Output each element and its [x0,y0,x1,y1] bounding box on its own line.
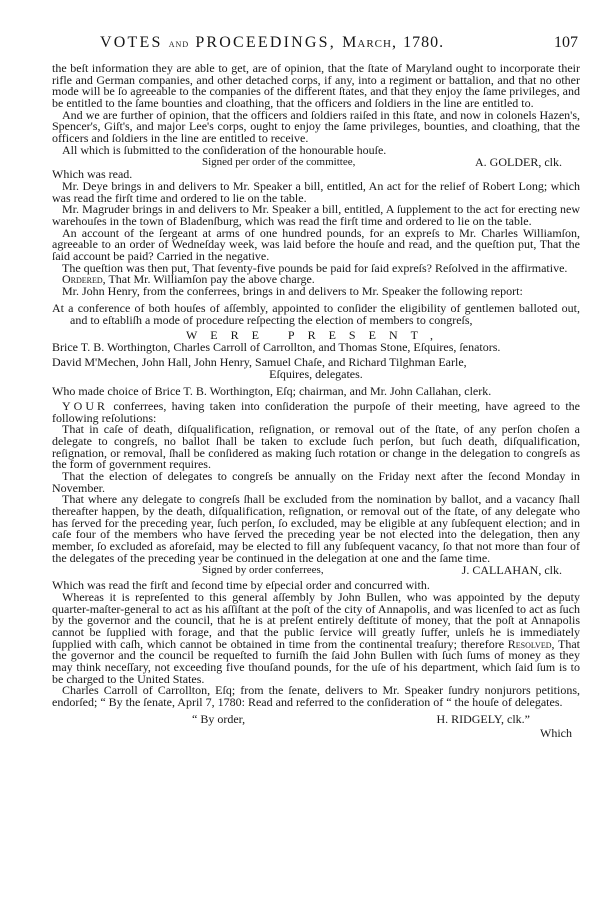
committee-signature [52,157,580,169]
signature-line: “ By order, [192,712,246,727]
resolved-text: That the governor and the council be requeſted to furniſh the ſaid John Bullen with ſuch ſums of money as they may think neceſſary, not exceeding five thouſand pounds, for the uſe of his department, which ſaid ſum is to be charged to the United States. [52,636,580,686]
paragraph: Which was read the firſt and ſecond time by eſpecial order and concurred with. [52,578,430,593]
were-present-heading: WERE PRESENT, [185,327,447,342]
paragraph: Charles Carroll of Carrollton, Eſq; from the ſenate, delivers to Mr. Speaker ſundry nonjurors petitions, endorſed; “ By the ſenate, April 7, 1780: Read and referred to the conſideration of “ the houſe of delegates. [52,683,580,709]
paragraph [52,589,580,686]
title-month: March, [342,34,397,51]
resolution: That in caſe of death, diſqualification, reſignation, or removal out of the ſtate, of any perſon choſen a delegate to congreſs, no ballot ſhall be taken to exclude ſuch perſon, but ſuch death, diſqualification, reſignation, or removal, ſhall be conſidered as making ſuch rotation or change in the delegation to congreſs as the form of government requires. [52,422,580,472]
paragraph: the beſt information they are able to get, are of opinion, that the ſtate of Maryland ought to incorporate their rifle and German companies, and other detached corps, if any, into a regiment or battalion, and that no other mode will be ſo agreeable to the companies of the different ſtates, and that they enjoy the ſame privileges, and be entitled to the ſame bounties and cloathing, that the officers and ſoldiers in the line are entitled to. [52,61,580,110]
page-body [52,63,580,740]
resolution: That where any delegate to congreſs ſhall be excluded from the nomination by ballot, and a vacancy ſhall thereafter happen, by the death, diſqualification, reſignation, or removal out of the ſtate, of any delegate who has ſerved for the preceding year, ſuch perſon, ſo excluded, may be eligible at any ſubſequent election; and in caſe four of the members who have ſerved the preceding year be not elected into the delegation, then any member, ſo excluded as aforeſaid, may be elected to fill any ſubſequent vacancy, ſo that not more than four of the delegates of the preceding year be continued in the delegation at one and the ſame time. [52,492,580,565]
title-year: 1780. [403,34,445,51]
delegates-list-end: Eſquires, delegates. [269,366,363,381]
paragraph: And we are further of opinion, that the officers and ſoldiers raiſed in this ſtate, and now in colonels Hazen's, Spencer's, Giſt's, and major Lee's corps, ought to enjoy the ſame privileges, bounties, and cloathing, that the officers and ſoldiers in the line are entitled to receive. [52,107,580,145]
resolved-lead: Resolved, [507,636,555,651]
senators-list: Brice T. B. Worthington, Charles Carroll of Carrollton, and Thomas Stone, Eſquires, ſenators. [52,340,501,355]
resolution: That the election of delegates to congreſs be annually on the Friday next after the ſecond Monday in November. [52,469,580,495]
paragraph: All which is ſubmitted to the conſideration of the honourable houſe. [62,142,387,157]
paragraph: Which was read. [52,167,133,182]
paragraph: The queſtion was then put, That ſeventy-five pounds be paid for ſaid expreſs? Reſolved in the affirmative. [62,260,568,275]
signature-line: Signed per order of the committee, [202,156,356,169]
paragraph: An account of the ſergeant at arms of one hundred pounds, for an expreſs to Mr. Charles Williamſon, agreeable to an order of Wedneſday week, was laid before the houſe and read, and the queſtion put, That the ſaid account be paid? Carried in the negative. [52,225,580,263]
ordered-lead: Ordered, [62,272,106,287]
catchword: Which [540,726,572,741]
title-votes: VOTES [100,34,163,51]
page-number: 107 [554,34,578,51]
paragraph: Mr. Deye brings in and delivers to Mr. Speaker a bill, entitled, An act for the relief of Robert Long; which was read the firſt time and ordered to lie on the table. [52,178,580,205]
ordered-text: That Mr. Williamſon pay the above charge. [105,272,315,287]
paragraph: Mr. Magruder brings in and delivers to Mr. Speaker a bill, entitled, A ſupplement to the act for erecting new warehouſes in the town of Bladenſburg, which was read the firſt time and ordered to lie on the table. [52,202,580,228]
paragraph [52,401,580,424]
senate-signature [52,714,580,728]
title-and: and [168,38,190,50]
signature-clerk: A. GOLDER, clk. [475,155,562,170]
signature-clerk: J. CALLAHAN, clk. [461,563,562,578]
signature-clerk: H. RIDGELY, clk.” [436,712,530,727]
running-title [100,34,444,52]
whereas-text: Whereas it is repreſented to this general aſſembly by John Bullen, who was appointed by the deputy quarter-maſter-general to act as his aſſiſtant at the poſt of the city of Annapolis, and was licenſed to act as ſuch by the governor and the council, that he is at preſent entirely deſtitute of money, that the poſt at Annapolis cannot be ſupplied with forage, and that the public ſervice will greatly ſuffer, unleſs he is immediately ſupplied with caſh, which cannot be obtained in time from the continental treaſury; therefore [52,589,580,651]
your-lead: YOUR [62,399,109,414]
delegates-list: David M'Mechen, John Hall, John Henry, Samuel Chaſe, and Richard Tilghman Earle, [52,355,467,370]
running-header [60,34,580,56]
your-text: conferrees, having taken into conſideration the purpoſe of their meeting, have agreed to the following reſolutions: [52,399,580,425]
conference-paragraph: At a conference of both houſes of aſſembly, appointed to conſider the eligibility of gentlemen balloted out, and to eſtabliſh a mode of procedure reſpecting the election of members to congreſs, [52,301,580,328]
signature-line: Signed by order conferrees, [202,564,324,577]
paragraph: Mr. John Henry, from the conferrees, brings in and delivers to Mr. Speaker the following report: [62,283,523,298]
conferrees-signature [52,565,580,577]
paragraph: Who made choice of Brice T. B. Worthington, Eſq; chairman, and Mr. John Callahan, clerk. [52,384,492,399]
title-proceedings: PROCEEDINGS, [195,34,336,51]
